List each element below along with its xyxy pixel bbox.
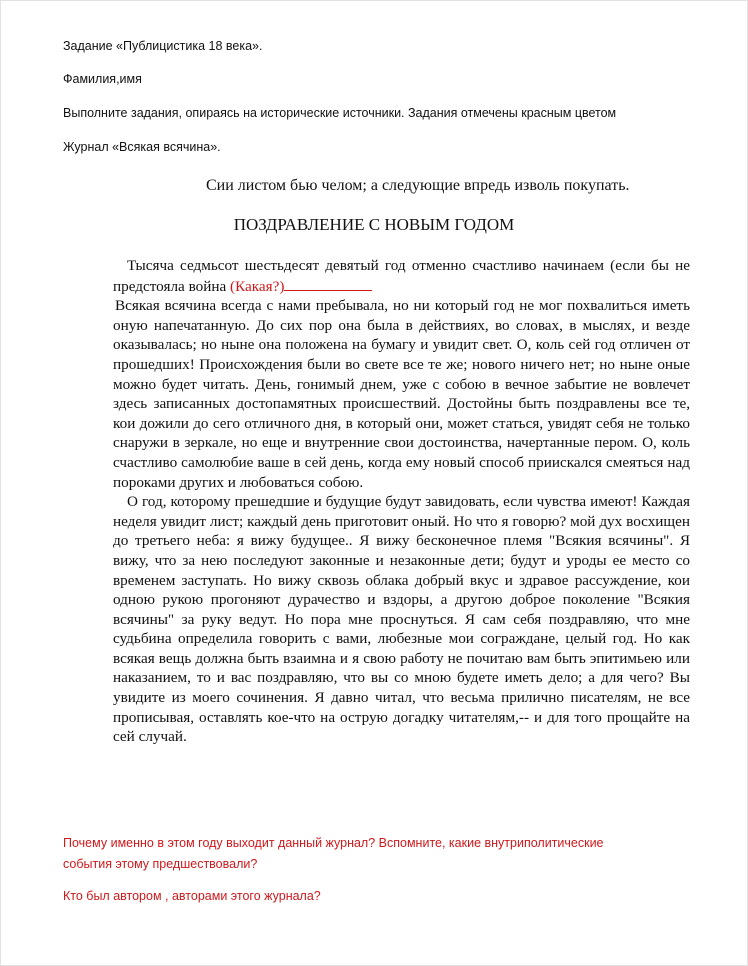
assignment-title: Задание «Публицистика 18 века».	[63, 39, 263, 53]
instructions-text: Выполните задания, опираясь на исторические источники. Задания отмечены красным цветом	[63, 106, 617, 120]
paragraph-1-text: Тысяча седмьсот шестьдесят девятый год отменно счастливо начинаем (если бы не предстояла война	[113, 257, 690, 295]
name-field-label: Фамилия,имя	[63, 72, 142, 86]
question-1: Почему именно в этом году выходит данный журнал? Вспомните, какие внутриполитические события этому предшествовали?	[63, 836, 604, 871]
answer-blank-line[interactable]	[284, 276, 372, 291]
article-paragraph-1	[113, 256, 690, 296]
article-epigraph: Сии листом бью челом; а следующие впредь изволь покупать.	[206, 177, 630, 194]
article-paragraph-2: Всякая всячина всегда с нами пребывала, но ни который год не мог похвалиться иметь оную напечатанную. До сих пор она была в действиях, во словах, в мыслях, и везде оказывалась; но ныне она положена на бумагу и увидит свет. О, коль сей год отличен от прошедших! Происхождения были во свете все те же; нового ничего нет; но ныне оные можно будет читать. День, гонимый днем, уже с собою в вечное забытие не вовлечет здесь записанных достопамятных происшествий. Достойны быть поздравлены все те, кои дожили до сего отличного дня, в который они, может статься, увидят себя не только снаружи в зеркале, но еще и внутренние свои достоинства, начертанные пером. О, коль счастливо самолюбие ваше в сей день, когда ему новый способ приискался смеяться над пороками других и любоваться собою.	[113, 297, 690, 491]
article-title: ПОЗДРАВЛЕНИЕ С НОВЫМ ГОДОМ	[233, 215, 515, 234]
journal-title: Журнал «Всякая всячина».	[63, 140, 221, 154]
article-body	[113, 256, 690, 747]
article-paragraph-3: О год, которому прешедшие и будущие будут завидовать, если чувства имеют! Каждая неделя увидит лист; каждый день приготовит оный. Но что я говорю? мой дух восхищен до третьего неба: я вижу будущее.. Я вижу бесконечное племя "Всякия всячины". Я вижу, что за нею последуют законные и незаконные дети; будут и уроды ее место со временем заступать. Но вижу сквозь облака добрый вкус и здравое рассуждение, кои одною рукою прогоняют дурачество и вздоры, а другою доброе поколение "Всякия всячины" за руку ведут. Но пора мне проснуться. Я сам себя поздравляю, что мне судьбина определила говорить с вами, любезные мои сограждане, целый год. Но как всякая вещь должна быть взаимна и я свою работу не почитаю вам быть эпитимьею или наказанием, то и вас поздравляю, что вы со мною будете иметь дело; а для чего? Вы увидите из моего сочинения. Я давно читал, что весьма прилично писателям, не все прописывая, оставлять кое-что на острую догадку читателям,-- и для того прощайте на сей случай.	[113, 493, 690, 746]
question-2: Кто был автором , авторами этого журнала?	[63, 889, 321, 903]
war-question-prompt: (Какая?)	[230, 277, 285, 295]
